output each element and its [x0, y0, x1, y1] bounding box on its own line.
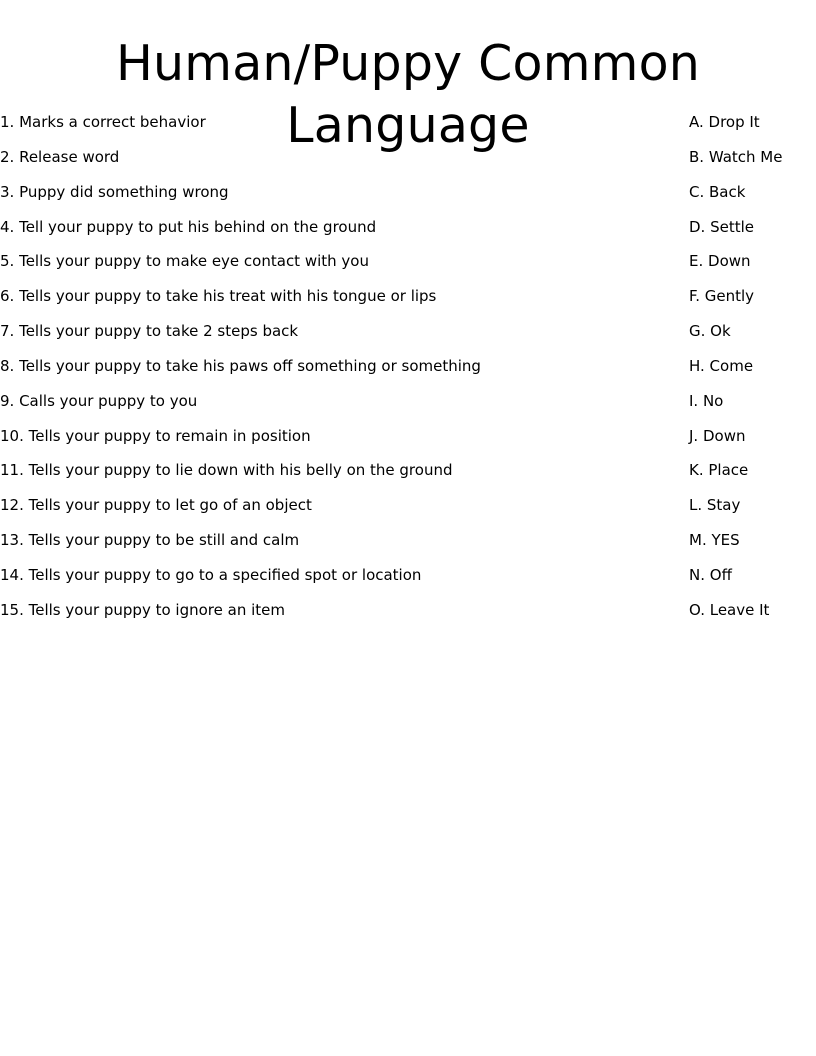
answer-item: A. Drop It [689, 113, 760, 131]
clue-item: 6. Tells your puppy to take his treat with his tongue or lips [0, 287, 437, 306]
answer-item: I. No [689, 391, 724, 410]
answer-item: M. YES [689, 531, 740, 550]
clue-item: 7. Tells your puppy to take 2 steps back [0, 322, 299, 341]
answer-item: J. Down [689, 426, 746, 445]
clue-item: 13. Tells your puppy to be still and calm [0, 531, 300, 550]
answer-item: O. Leave It [689, 600, 770, 619]
clue-item: 4. Tell your puppy to put his behind on the ground [0, 217, 377, 236]
clue-item: 12. Tells your puppy to let go of an object [0, 496, 312, 515]
clue-item: 1. Marks a correct behavior [0, 113, 206, 131]
clue-item: 14. Tells your puppy to go to a specified spot or location [0, 565, 422, 584]
clue-item: 8. Tells your puppy to take his paws off something or something [0, 356, 481, 375]
answer-item: L. Stay [689, 496, 741, 515]
answer-item: N. Off [689, 565, 732, 584]
answer-item: B. Watch Me [689, 147, 783, 166]
clue-item: 15. Tells your puppy to ignore an item [0, 600, 285, 619]
answer-list [689, 112, 816, 635]
answer-item: K. Place [689, 461, 749, 480]
clue-item: 11. Tells your puppy to lie down with his belly on the ground [0, 461, 453, 480]
answer-item: C. Back [689, 182, 746, 201]
answer-item: H. Come [689, 356, 754, 375]
answer-item: D. Settle [689, 217, 754, 236]
clue-list [0, 112, 640, 635]
answer-item: G. Ok [689, 322, 731, 341]
clue-item: 2. Release word [0, 147, 120, 166]
clue-item: 3. Puppy did something wrong [0, 182, 229, 201]
clue-item: 5. Tells your puppy to make eye contact with you [0, 252, 369, 271]
clue-item: 10. Tells your puppy to remain in position [0, 426, 311, 445]
page-title: Human/Puppy Common Language [115, 35, 701, 154]
clue-item: 9. Calls your puppy to you [0, 391, 198, 410]
answer-item: E. Down [689, 252, 751, 271]
answer-item: F. Gently [689, 287, 755, 306]
